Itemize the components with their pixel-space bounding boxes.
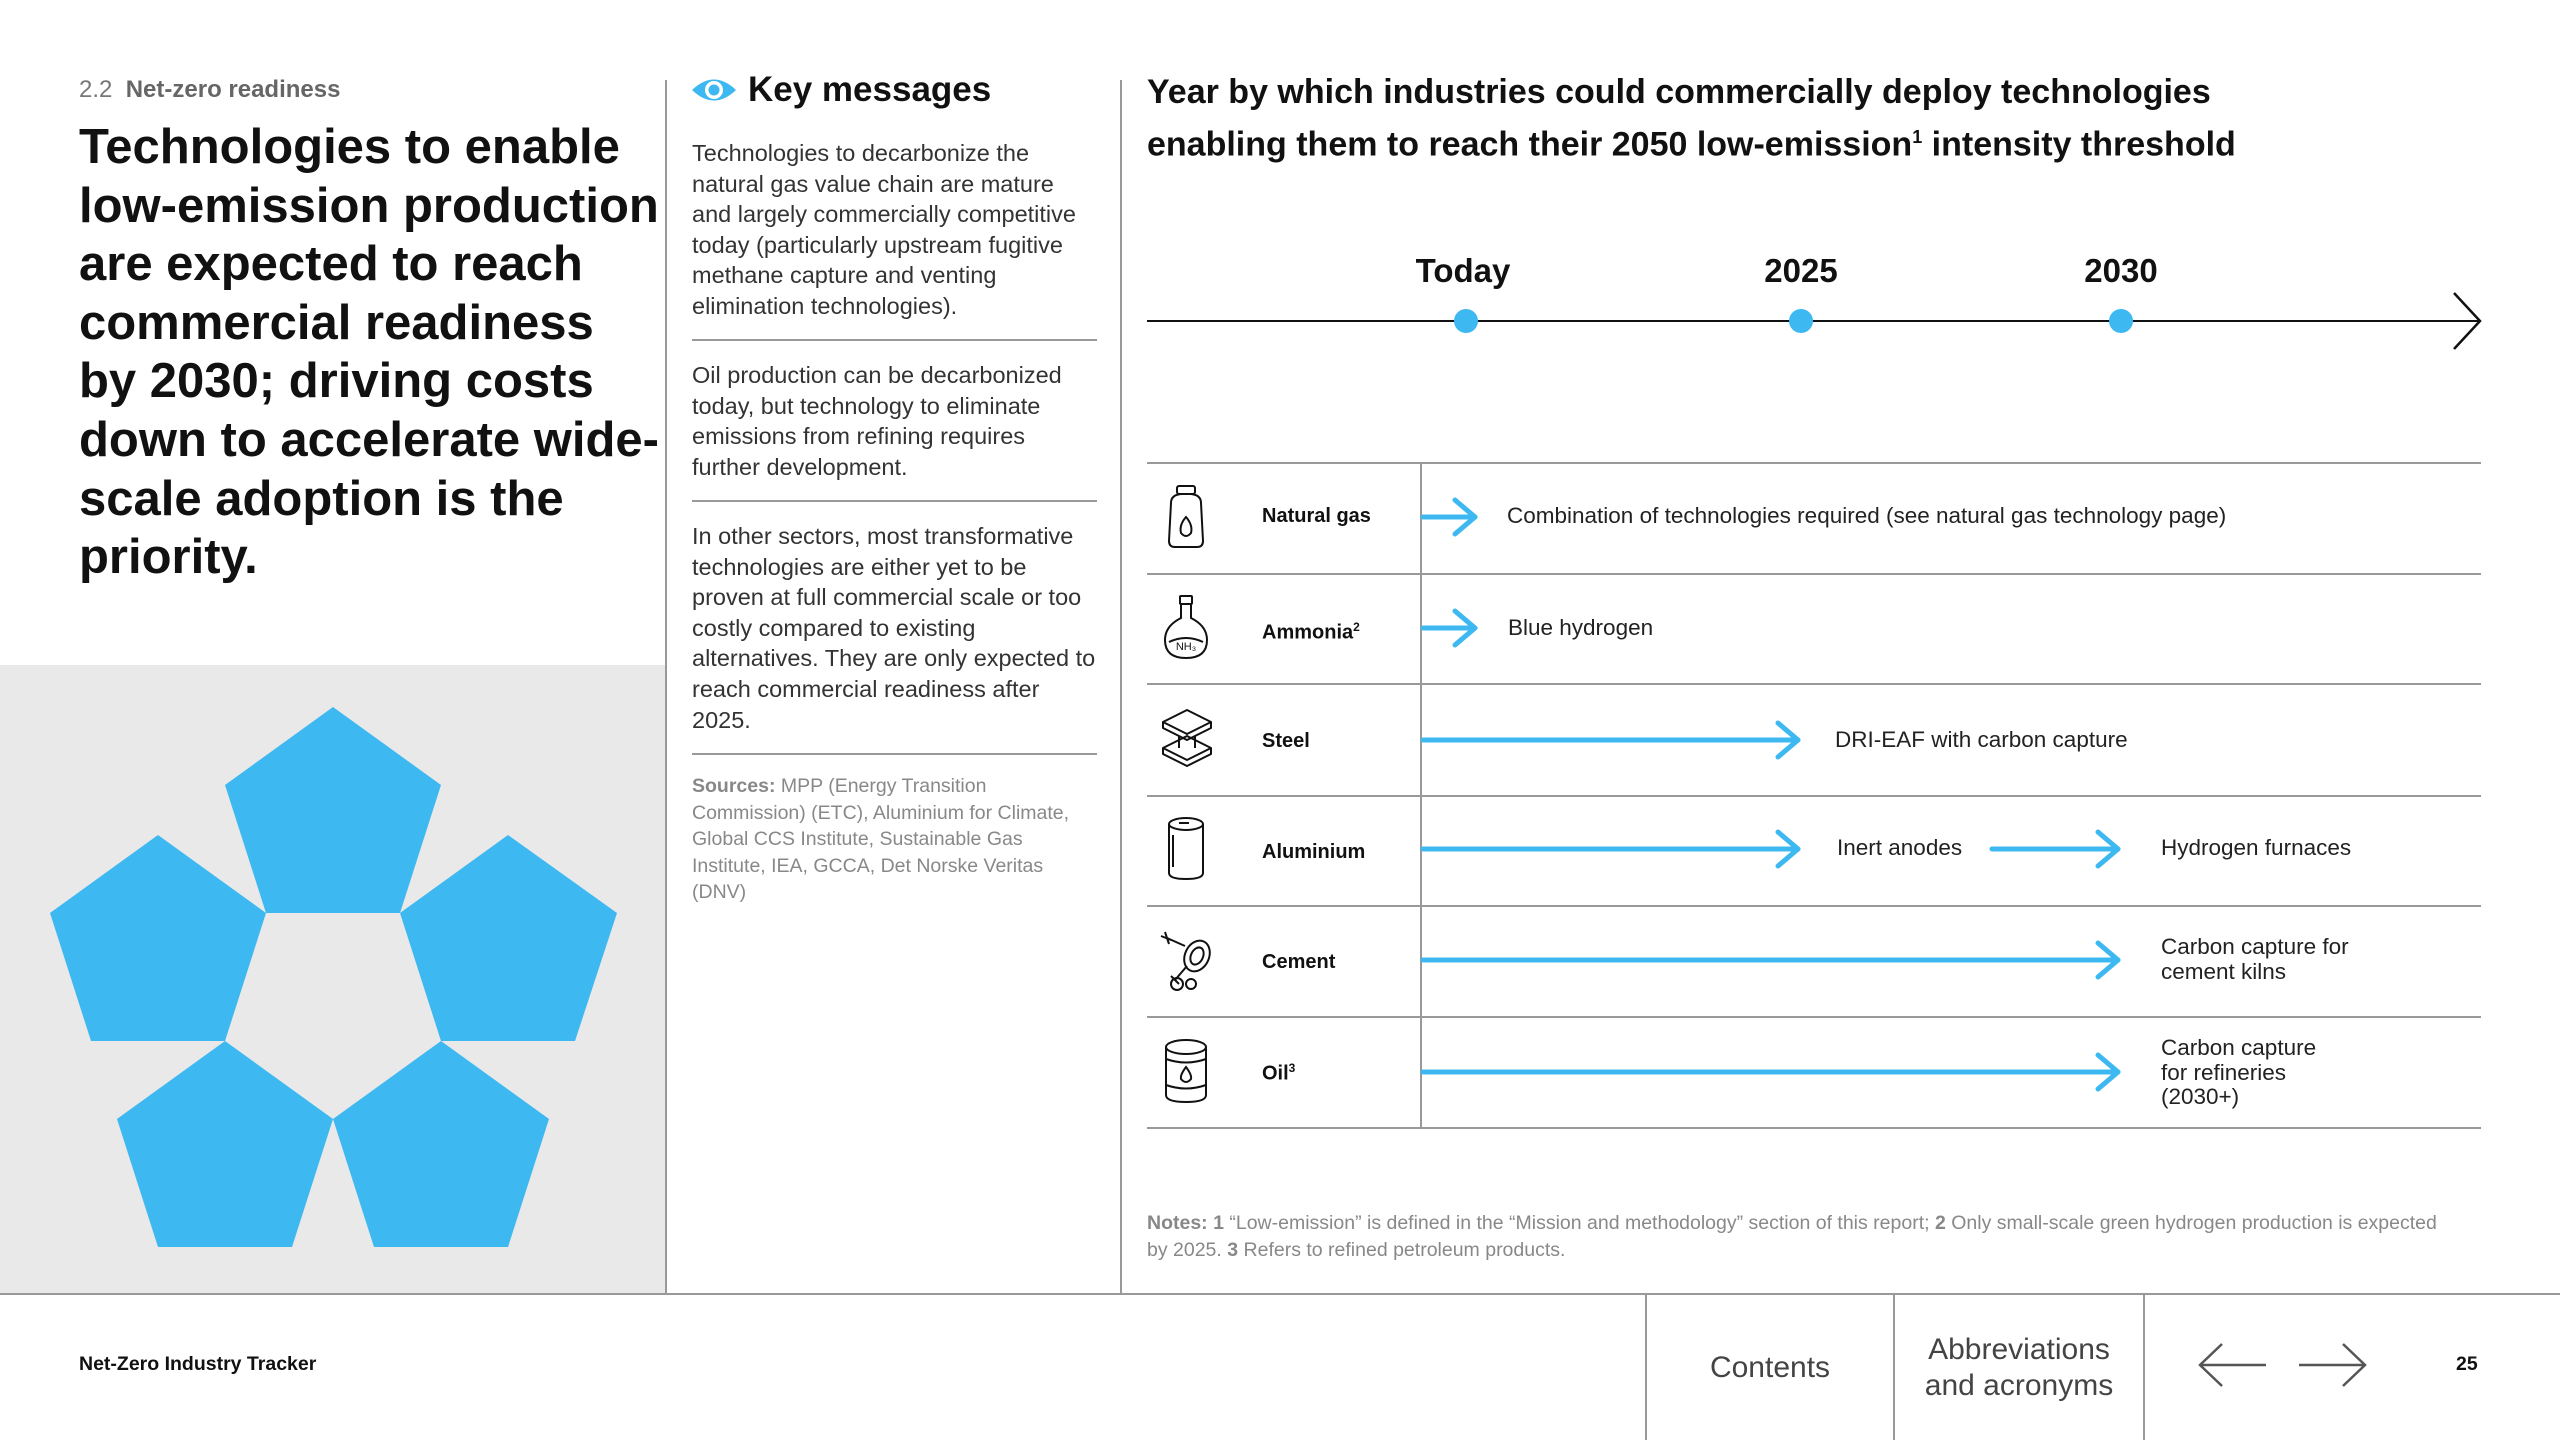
row-name-oil <box>1262 1061 1295 1086</box>
chart-title-footnote: 1 <box>1912 127 1923 147</box>
eye-icon <box>690 75 738 105</box>
timeline-dot-today <box>1454 309 1478 333</box>
chart-title <box>1147 70 2347 167</box>
key-message-1: Technologies to decarbonize the natural gas value chain are mature and largely commercially competitive today (particularly upstream fugitive methane capture and venting elimination technologies). <box>692 140 1076 319</box>
section-title: Net-zero readiness <box>125 76 341 103</box>
timeline-label-today: Today <box>1415 252 1511 289</box>
arrow-left-icon <box>2200 1344 2266 1386</box>
contents-label: Contents <box>1709 1350 1831 1384</box>
milestone-ammonia: Blue hydrogen <box>1508 615 1654 640</box>
key-messages-title: Key messages <box>748 70 992 109</box>
column-divider-left <box>665 80 667 1293</box>
aluminium-can-icon <box>1157 815 1215 883</box>
page-number: 25 <box>2456 1353 2478 1375</box>
arrow-layer <box>1420 462 2490 1128</box>
section-label <box>79 76 340 104</box>
column-divider-right <box>1120 80 1122 1293</box>
contents-link[interactable] <box>1645 1295 1893 1440</box>
row-name-text: Cement <box>1262 951 1336 973</box>
arrow-aluminium-1 <box>1423 832 1798 866</box>
row-name-cement <box>1262 951 1335 974</box>
milestone-line: for refineries <box>2161 1059 2287 1085</box>
chart-title-part1: Year by which industries could commercially deploy technologies enabling them to reach their 2050 low-emission <box>1147 73 2211 164</box>
milestone-oil <box>2161 1036 2316 1110</box>
milestone-steel: DRI-EAF with carbon capture <box>1835 727 2128 752</box>
oil-barrel-icon <box>1157 1037 1215 1105</box>
arrow-aluminium-2 <box>1992 832 2118 866</box>
note-3-text: Refers to refined petroleum products. <box>1243 1239 1566 1261</box>
row-name-ammonia <box>1262 620 1360 645</box>
row-name-natural-gas <box>1262 505 1371 528</box>
note-2-text: Only small-scale green hydrogen production is expected by 2025. <box>1147 1212 2437 1261</box>
note-1-number: 1 <box>1213 1212 1224 1234</box>
section-number: 2.2 <box>79 76 113 103</box>
abbreviations-label-line1: Abbreviations <box>1928 1332 2110 1366</box>
milestone-line: (2030+) <box>2161 1084 2240 1109</box>
arrow-right-icon <box>2299 1344 2365 1386</box>
key-message-3: In other sectors, most transformative technologies are either yet to be proven at full commercial scale or too costly compared to existing alternatives. They are only expected to reach commercial readiness after 2025. <box>692 523 1096 733</box>
sources-text: MPP (Energy Transition Commission) (ETC), Aluminium for Climate, Global CCS Institute, Sustainable Gas Institute, IEA, GCCA, Det Norske Veritas (DNV) <box>692 775 1070 904</box>
footer-brand: Net-Zero Industry Tracker <box>79 1353 317 1375</box>
row-footnote: 2 <box>1353 620 1360 634</box>
chart-notes <box>1147 1210 2447 1264</box>
pentagon-panel <box>0 665 665 1293</box>
pentagon-bottom-right <box>333 1041 549 1247</box>
pentagon-bottom-left <box>117 1041 333 1247</box>
milestone-line: Carbon capture <box>2161 1035 2317 1060</box>
key-messages-heading <box>690 70 991 110</box>
milestone-natural-gas: Combination of technologies required (see natural gas technology page) <box>1507 503 2227 528</box>
arrow-oil <box>1423 1055 2118 1089</box>
timeline-label-2025: 2025 <box>1764 252 1838 289</box>
row-name-text: Oil <box>1262 1062 1289 1085</box>
row-name-text: Aluminium <box>1262 841 1366 863</box>
row-footnote: 3 <box>1288 1061 1296 1075</box>
gas-canister-icon <box>1157 483 1215 551</box>
arrow-ammonia <box>1423 611 1475 645</box>
pentagon-right <box>400 835 617 1041</box>
svg-text:NH₃: NH₃ <box>1175 641 1197 653</box>
steel-beam-icon <box>1157 704 1215 772</box>
arrow-cement <box>1423 943 2118 977</box>
row-name-text: Ammonia <box>1262 621 1354 644</box>
milestone-aluminium-2: Hydrogen furnaces <box>2161 835 2352 860</box>
note-1-text: “Low-emission” is defined in the “Mission and methodology” section of this report; <box>1229 1212 1930 1234</box>
arrow-steel <box>1423 723 1798 757</box>
sources-note <box>692 773 1097 906</box>
note-3-number: 3 <box>1227 1239 1239 1261</box>
next-page-button[interactable] <box>2297 1340 2369 1390</box>
cement-mixer-icon <box>1157 926 1215 994</box>
previous-page-button[interactable] <box>2196 1340 2268 1390</box>
notes-label: Notes: <box>1147 1212 1208 1234</box>
abbreviations-label-line2: and acronyms <box>1924 1368 2114 1402</box>
key-divider-3 <box>692 753 1097 755</box>
key-divider-1 <box>692 339 1097 341</box>
row-name-aluminium <box>1262 841 1365 864</box>
footer-rule <box>0 1293 2560 1295</box>
footer-divider <box>2143 1295 2145 1440</box>
pentagon-top <box>225 707 441 913</box>
key-divider-2 <box>692 500 1097 502</box>
page-headline: Technologies to enable low-emission production are expected to reach commercial readiness by 2030; driving costs down to accelerate wide-scale adoption is the priority. <box>79 120 659 585</box>
chart-title-part2: intensity threshold <box>1931 125 2236 164</box>
milestone-line: cement kilns <box>2161 958 2287 984</box>
row-name-text: Natural gas <box>1262 505 1371 527</box>
ammonia-flask-icon <box>1157 594 1215 662</box>
note-2-number: 2 <box>1934 1212 1946 1234</box>
abbreviations-link[interactable] <box>1893 1295 2143 1440</box>
timeline-label-2030: 2030 <box>2084 252 2158 289</box>
pentagon-left <box>50 835 266 1041</box>
row-name-steel <box>1262 730 1310 753</box>
timeline-dot-2025 <box>1789 309 1813 333</box>
milestone-line: Carbon capture for <box>2161 934 2349 959</box>
timeline-dot-2030 <box>2109 309 2133 333</box>
milestone-cement <box>2161 935 2349 984</box>
pentagon-flower-graphic <box>0 665 665 1293</box>
timeline-axis <box>1140 285 2490 355</box>
milestone-aluminium-1: Inert anodes <box>1837 835 1963 860</box>
key-message-2: Oil production can be decarbonized today, but technology to eliminate emissions from refining requires further development. <box>692 362 1062 480</box>
arrow-natural-gas <box>1423 500 1475 534</box>
row-name-text: Steel <box>1262 730 1310 752</box>
sources-label: Sources: <box>692 775 776 797</box>
